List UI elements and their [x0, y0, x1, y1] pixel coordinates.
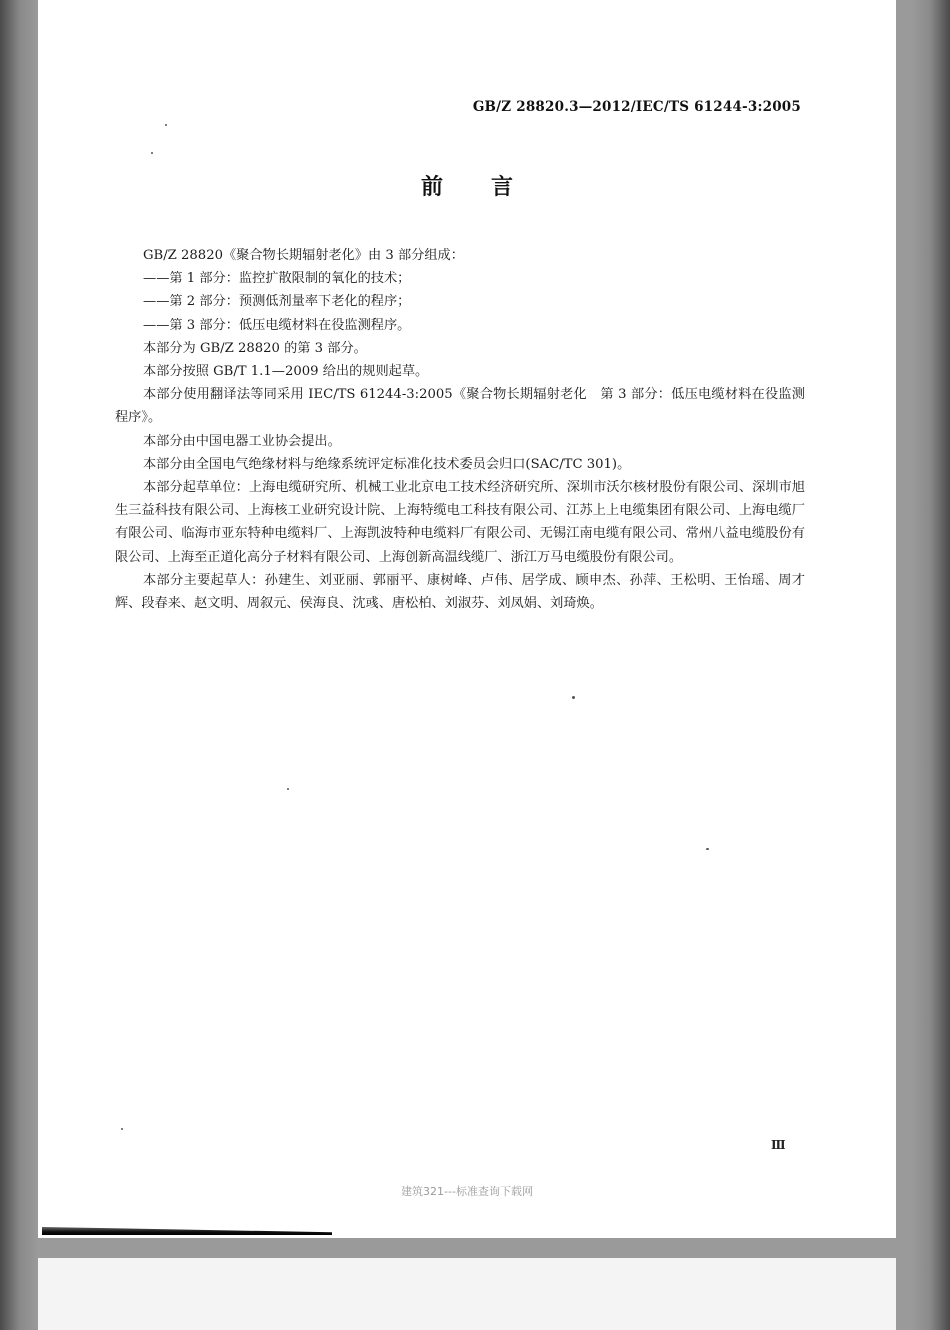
paragraph: 本部分为 GB/Z 28820 的第 3 部分。	[143, 340, 367, 356]
body-text	[115, 244, 805, 615]
document-page	[38, 0, 896, 1238]
page-title: 前言	[420, 174, 561, 200]
scan-speck	[121, 1128, 123, 1130]
scan-speck	[165, 124, 167, 126]
scan-speck	[706, 848, 709, 850]
paragraph: ——第 3 部分：低压电缆材料在役监测程序。	[143, 317, 411, 333]
scan-artifact-bar	[42, 1227, 332, 1235]
scan-speck	[287, 788, 289, 790]
paragraph: 本部分按照 GB/T 1.1—2009 给出的规则起草。	[143, 364, 429, 380]
paragraph: ——第 2 部分：预测低剂量率下老化的程序；	[143, 294, 411, 310]
paragraph: 本部分由全国电气绝缘材料与绝缘系统评定标准化技术委员会归口(SAC/TC 301)。	[143, 456, 631, 472]
scan-speck	[572, 696, 575, 699]
paragraph: ——第 1 部分：监控扩散限制的氧化的技术；	[143, 271, 411, 287]
standard-code-header: GB/Z 28820.3—2012/IEC/TS 61244-3:2005	[472, 99, 801, 115]
scan-speck	[151, 152, 153, 154]
paragraph: 本部分起草单位：上海电缆研究所、机械工业北京电工技术经济研究所、深圳市沃尔核材股份有限公司、深圳市旭生三益科技有限公司、上海核工业研究设计院、上海特缆电工科技有限公司、江苏上上电缆集团有限公司、上海电缆厂有限公司、临海市亚东特种电缆料厂、上海凯波特种电缆料厂有限公司、无锡江南电缆有限公司、常州八益电缆股份有限公司、上海至正道化高分子材料有限公司、上海创新高温线缆厂、浙江万马电缆股份有限公司。	[115, 480, 805, 565]
watermark-text: 建筑321---标准查询下载网	[401, 1185, 533, 1198]
paragraph: 本部分主要起草人：孙建生、刘亚丽、郭丽平、康树峰、卢伟、居学成、顾申杰、孙萍、王松明、王怡瑶、周才辉、段春来、赵文明、周叙元、侯海良、沈彧、唐松柏、刘淑芬、刘凤娟、刘琦焕。	[115, 572, 805, 612]
paragraph: 本部分使用翻译法等同采用 IEC/TS 61244-3:2005《聚合物长期辐射老化 第 3 部分：低压电缆材料在役监测程序》。	[115, 387, 805, 426]
next-page-edge	[38, 1258, 896, 1330]
paragraph: 本部分由中国电器工业协会提出。	[143, 433, 341, 449]
page-number: Ⅲ	[771, 1138, 786, 1152]
paragraph: GB/Z 28820《聚合物长期辐射老化》由 3 部分组成：	[143, 248, 464, 263]
